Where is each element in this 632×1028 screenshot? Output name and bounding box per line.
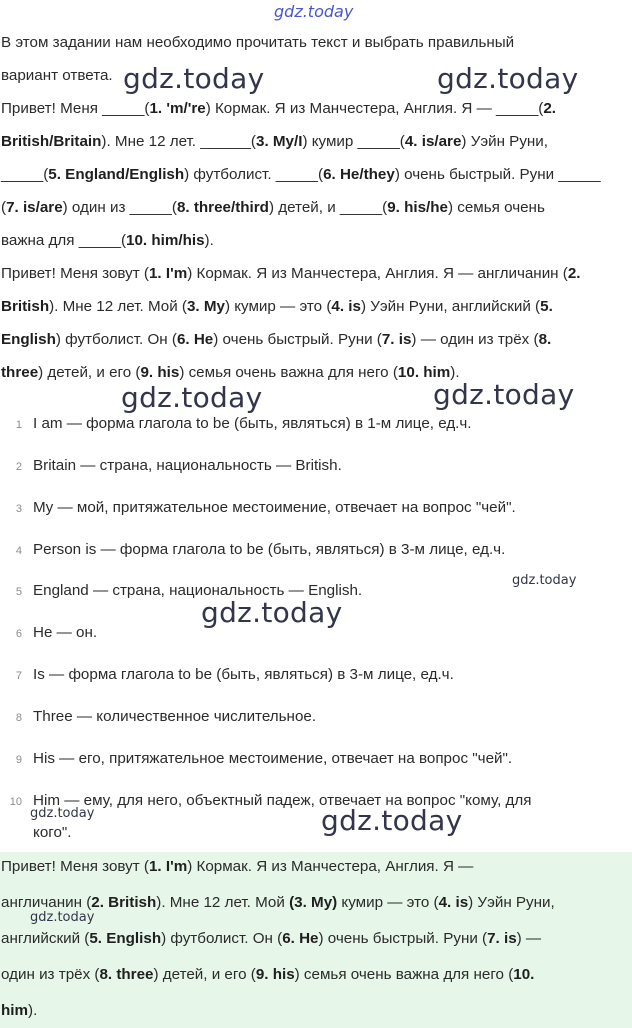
intro-line-1: В этом задании нам необходимо прочитать текст и выбрать правильный <box>1 34 515 51</box>
task-line-5: важна для _____(10. him/his). <box>1 232 214 249</box>
list-item-continuation: кого". <box>33 824 72 841</box>
watermark: gdz.today <box>30 806 95 821</box>
watermark: gdz.today <box>321 804 463 837</box>
task-line-1: Привет! Меня _____(1. 'm/'re) Кормак. Я из Манчестера, Англия. Я — _____(2. <box>1 100 556 117</box>
answer2-line-5: him). <box>1 1002 38 1019</box>
watermark: gdz.today <box>512 573 577 588</box>
list-item: 4 Person is — форма глагола to be (быть, являться) в 3-м лице, ед.ч. <box>15 541 506 558</box>
list-item: 10 Him — ему, для него, объектный падеж, отвечает на вопрос "кому, для <box>9 792 532 809</box>
list-item: 2 Britain — страна, национальность — British. <box>15 457 342 474</box>
watermark: gdz.today <box>121 381 263 414</box>
list-item: 8 Three — количественное числительное. <box>15 708 317 725</box>
list-item: 3 My — мой, притяжательное местоимение, отвечает на вопрос "чей". <box>15 499 516 516</box>
watermark-top: gdz.today <box>274 2 354 21</box>
list-item: 5 England — страна, национальность — English. <box>15 582 363 599</box>
answer1-line-1: Привет! Меня зовут (1. I'm) Кормак. Я из Манчестера, Англия. Я — англичанин (2. <box>1 265 581 282</box>
task-line-2: British/Britain). Мне 12 лет. ______(3. My/I) кумир _____(4. is/are) Уэйн Руни, <box>1 133 549 150</box>
answer2-line-1: Привет! Меня зовут (1. I'm) Кормак. Я из Манчестера, Англия. Я — <box>1 858 474 875</box>
intro-line-2: вариант ответа. <box>1 67 113 84</box>
answer2-line-3: английский (5. English) футболист. Он (6. He) очень быстрый. Руни (7. is) — <box>1 930 542 947</box>
task-line-4: (7. is/are) один из _____(8. three/third) детей, и _____(9. his/he) семья очень <box>1 199 545 216</box>
list-item: 9 His — его, притяжательное местоимение, отвечает на вопрос "чей". <box>15 750 513 767</box>
list-item: 6 He — он. <box>15 624 98 641</box>
watermark: gdz.today <box>437 62 579 95</box>
answer1-line-3: English) футболист. Он (6. He) очень быстрый. Руни (7. is) — один из трёх (8. <box>1 331 552 348</box>
list-item: 1 I am — форма глагола to be (быть, являться) в 1-м лице, ед.ч. <box>15 415 472 432</box>
answer2-line-2: англичанин (2. British). Мне 12 лет. Мой (3. My) кумир — это (4. is) Уэйн Руни, <box>1 894 555 911</box>
answer1-line-4: three) детей, и его (9. his) семья очень важна для него (10. him). <box>1 364 460 381</box>
watermark: gdz.today <box>123 62 265 95</box>
task-line-3: _____(5. England/English) футболист. _____(6. He/they) очень быстрый. Руни _____ <box>1 166 601 183</box>
answer1-line-2: British). Мне 12 лет. Мой (3. My) кумир — это (4. is) Уэйн Руни, английский (5. <box>1 298 553 315</box>
watermark: gdz.today <box>30 910 95 925</box>
watermark: gdz.today <box>433 378 575 411</box>
watermark: gdz.today <box>201 596 343 629</box>
answer2-line-4: один из трёх (8. three) детей, и его (9. his) семья очень важна для него (10. <box>1 966 535 983</box>
list-item: 7 Is — форма глагола to be (быть, являться) в 3-м лице, ед.ч. <box>15 666 454 683</box>
